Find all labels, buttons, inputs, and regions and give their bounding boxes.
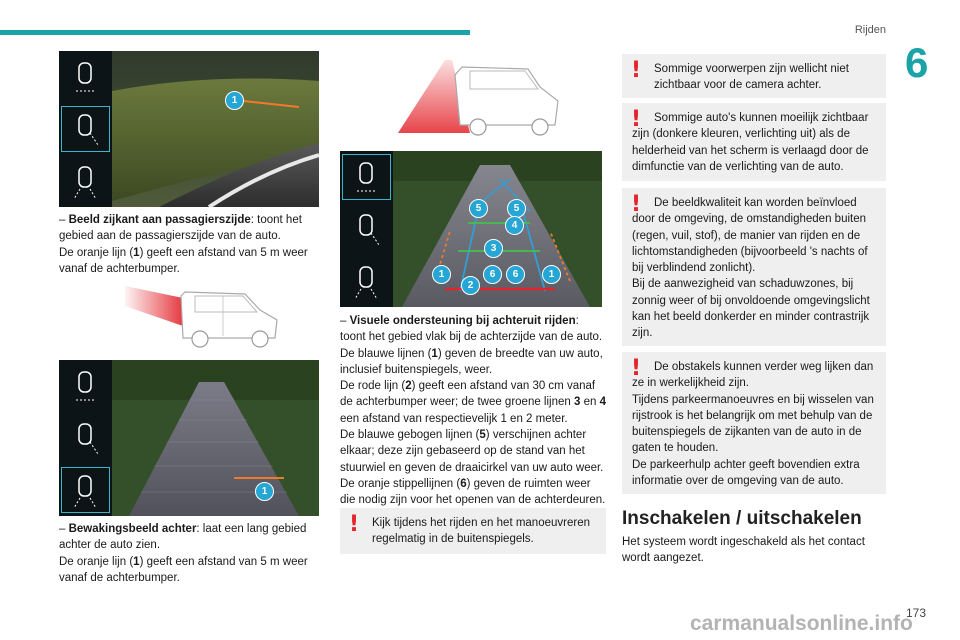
- rear-long-title: Bewakingsbeeld achter: [68, 523, 197, 535]
- marker-2: 2: [461, 276, 480, 295]
- mode-rear-standard[interactable]: [342, 154, 391, 200]
- mode-side-view[interactable]: [342, 206, 391, 252]
- marker-6-left: 6: [483, 265, 502, 284]
- watermark: carmanualsonline.info: [690, 612, 913, 635]
- side-view-description: – Beeld zijkant aan passagierszijde: toont het gebied aan de passagierszijde van de auto. De oranje lijn (1) geeft een afstand van 5 m weer vanaf de achterbumper.: [59, 214, 308, 275]
- mode-rear-standard[interactable]: [61, 363, 110, 409]
- mode-side-view[interactable]: [61, 106, 110, 152]
- camera-mode-sidebar: [59, 51, 112, 207]
- section-name: Rijden: [854, 24, 886, 36]
- marker-5-left: 5: [469, 199, 488, 218]
- side-camera-view: [59, 51, 319, 207]
- camera-mode-sidebar: [59, 360, 112, 516]
- warning-icon: !: [349, 512, 360, 537]
- marker-3: 3: [484, 239, 503, 258]
- marker-1-right: 1: [542, 265, 561, 284]
- warning-icon: !: [631, 58, 642, 83]
- warning-icon: !: [631, 107, 642, 132]
- rear-long-camera-view: [59, 360, 319, 516]
- marker-1-left: 1: [432, 265, 451, 284]
- warning-icon: !: [631, 192, 642, 217]
- rear-long-description: – Bewakingsbeeld achter: laat een lang gebied achter de auto zien. De oranje lijn (1) geeft een afstand van 5 m weer vanaf de achterbumper.: [59, 523, 308, 584]
- warning-note-2: ! Sommige auto's kunnen moeilijk zichtbaar zijn (donkere kleuren, verlichting uit) als de helderheid van het scherm is verlaagd door de dimfunctie van de verlichting van de auto.: [622, 103, 886, 181]
- activation-paragraph: Het systeem wordt ingeschakeld als het contact wordt aangezet.: [622, 536, 865, 565]
- marker-5-right: 5: [507, 199, 526, 218]
- top-accent-bar: [0, 30, 470, 35]
- section-heading: Inschakelen / uitschakelen: [622, 508, 862, 529]
- marker-4: 4: [505, 216, 524, 235]
- mode-side-view[interactable]: [61, 415, 110, 461]
- mode-rear-long[interactable]: [342, 258, 391, 304]
- van-rear-illustration: [390, 55, 565, 145]
- warning-note-3: ! De beeldkwaliteit kan worden beïnvloed door de omgeving, de omstandigheden buiten (regen, vuil, stof), de manier van rijden en de lichtomstandigheden (bijvoorbeeld 's nachts of bij verblindend zonlicht). Bij de aanwezigheid van schaduwzones, bij zonnig weer of bij onvoldoende omgevingslicht kan het beeld donkerder en minder contrastrijk zijn.: [622, 188, 886, 346]
- rear-assist-description: – Visuele ondersteuning bij achteruit rijden: toont het gebied vlak bij de achterzijde van de auto. De blauwe lijnen (1) geven de breedte van uw auto, inclusief buitenspiegels, weer. De rode lijn (2) geeft een afstand van 30 cm vanaf de achterbumper weer; de twee groene lijnen 3 en 4 een afstand van respectievelijk 1 en 2 meter. De blauwe gebogen lijnen (5) verschijnen achter elkaar; deze zijn gebaseerd op de stand van het stuurwiel en geven de draaicirkel van uw auto weer. De oranje stippellijnen (6) geven de ruimten weer die nodig zijn voor het openen van de achterdeuren.: [340, 315, 606, 507]
- camera-mode-sidebar: [340, 151, 393, 307]
- rear-assist-title: Visuele ondersteuning bij achteruit rijden: [349, 315, 576, 327]
- page-number: 173: [905, 606, 926, 620]
- van-side-illustration: [125, 282, 285, 352]
- marker-6-right: 6: [506, 265, 525, 284]
- marker-1: 1: [225, 91, 244, 110]
- warning-note-4: ! De obstakels kunnen verder weg lijken dan ze in werkelijkheid zijn. Tijdens parkeermanoeuvres en bij wisselen van rijstrook is het belangrijk om met behulp van de buitenspiegels de zijkanten van de auto in de gaten te houden. De parkeerhulp achter geeft bovendien extra informatie over de omgeving van de auto.: [622, 352, 886, 494]
- mode-rear-standard[interactable]: [61, 54, 110, 100]
- mode-rear-long[interactable]: [61, 158, 110, 204]
- side-view-title: Beeld zijkant aan passagierszijde: [68, 214, 251, 226]
- warning-note-1: ! Sommige voorwerpen zijn wellicht niet zichtbaar voor de camera achter.: [622, 54, 886, 98]
- chapter-number: 6: [905, 39, 929, 86]
- mode-rear-long[interactable]: [61, 467, 110, 513]
- warning-icon: !: [631, 356, 642, 381]
- mirror-warning-note: ! Kijk tijdens het rijden en het manoeuvreren regelmatig in de buitenspiegels.: [340, 508, 606, 554]
- marker-1: 1: [255, 482, 274, 501]
- rear-assist-camera-view: [340, 151, 602, 307]
